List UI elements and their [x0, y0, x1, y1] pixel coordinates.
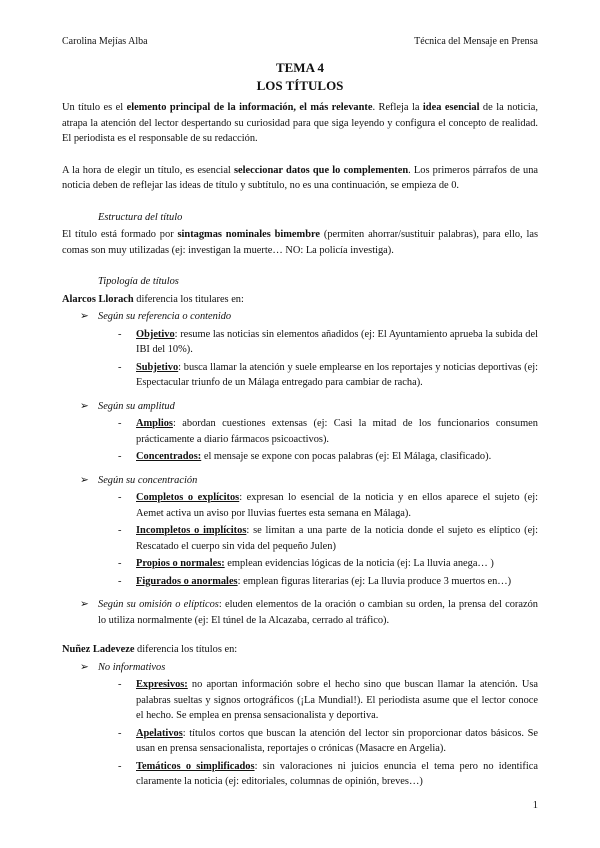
list-item: - Incompletos o implícitos: se limitan a una parte de la noticia donde el sujeto es elíptico (ej: Rescatado el cuerpo sin vida del pequeño Julen): [118, 525, 538, 552]
section-heading-estructura: Estructura del título: [98, 211, 183, 223]
list-item: - Propios o normales: emplean evidencias lógicas de la noticia (ej: La lluvia anega… ): [62, 556, 538, 572]
dash-bullet: -: [118, 558, 122, 569]
document-body: [62, 100, 538, 790]
list-item: - Expresivos: no aportan información sobre el hecho sino que buscan llamar la atención. Usa palabras sueltas y signos ortográficos (¡La Mundial!). El periodista asume que el lector conoce el hecho. Se emplea en prensa sensacionalista y deportiva.: [118, 679, 538, 721]
list-item: - Concentrados: el mensaje se expone con pocas palabras (ej: El Málaga, clasificado).: [62, 449, 538, 465]
category-referencia: ➢ Según su referencia o contenido: [62, 309, 538, 325]
category-omision: ➢ Según su omisión o elípticos: eluden elementos de la oración o cambian su orden, la prensa del corazón lo utiliza normalmente (ej: El túnel de la Alcazaba, cerrado al tráfico).: [80, 599, 538, 626]
dash-bullet: -: [118, 492, 122, 503]
arrow-bullet-icon: ➢: [80, 474, 89, 486]
section-heading-tipologia: Tipología de títulos: [98, 276, 179, 287]
dash-bullet: -: [118, 727, 122, 739]
dash-bullet: -: [118, 679, 122, 690]
header-author: Carolina Mejías Alba: [62, 36, 148, 47]
list-item: - Figurados o anormales: emplean figuras literarias (ej: La lluvia produce 3 muertos en…): [62, 574, 538, 590]
intro-paragraph-2: A la hora de elegir un título, es esencial seleccionar datos que lo complementen. Los primeros párrafos de una noticia deben de reflejar las ideas de título y subtítulo, no es una continuación, se empieza de 0.: [62, 164, 538, 191]
arrow-bullet-icon: ➢: [80, 599, 89, 610]
dash-bullet: -: [118, 361, 122, 373]
dash-bullet: -: [118, 575, 122, 587]
list-item: - Objetivo: resume las noticias sin elementos añadidos (ej: El Ayuntamiento aprueba la subida del IBI del 10%).: [118, 328, 538, 355]
list-item: - Completos o explícitos: expresan lo esencial de la noticia y en ellos aparece el sujeto (ej: Aemet activa un aviso por lluvias fuertes esta semana en Málaga).: [118, 492, 538, 519]
dash-bullet: -: [118, 525, 122, 536]
arrow-bullet-icon: ➢: [80, 311, 89, 322]
list-item: - Apelativos: títulos cortos que buscan la atención del lector sin proporcionar datos básicos. Se usan en prensa sensacionalista, reportajes o crónicas (Masacre en Argelia).: [118, 727, 538, 754]
dash-bullet: -: [118, 328, 122, 340]
list-item: - Temáticos o simplificados: sin valoraciones ni juicios enuncia el tema pero no identifica claramente la noticia (ej: editoriales, columnas de opinión, breves…): [118, 760, 539, 787]
arrow-bullet-icon: ➢: [80, 400, 89, 412]
arrow-bullet-icon: ➢: [80, 661, 89, 673]
chapter-title: LOS TÍTULOS: [256, 78, 344, 93]
nunez-intro: Nuñez Ladeveze diferencia los títulos en:: [62, 644, 238, 655]
chapter-number: TEMA 4: [275, 60, 325, 75]
category-amplitud: ➢ Según su amplitud: [62, 399, 538, 415]
estructura-paragraph: El título está formado por sintagmas nominales bimembre (permiten ahorrar/sustituir palabras), para ello, las comas son muy utilizadas (ej: investigan la muerte… NO: La policía investiga).: [62, 229, 538, 256]
page-number: 1: [532, 800, 538, 811]
dash-bullet: -: [118, 418, 122, 429]
list-item: - Amplios: abordan cuestiones extensas (ej: Casi la mitad de los funcionarios consumen prácticamente a diario fármacos psicoactivos).: [118, 418, 538, 445]
intro-paragraph-1: Un título es el elemento principal de la información, el más relevante. Refleja la idea esencial de la noticia, atrapa la atención del lector despertando su curiosidad para que siga leyendo y configura el concepto de realidad. El periodista es el responsable de su redacción.: [62, 102, 539, 144]
header-course: Técnica del Mensaje en Prensa: [414, 36, 538, 47]
list-item: - Subjetivo: busca llamar la atención y suele emplearse en los reportajes y noticias deportivas (ej: Espectacular triunfo de un Málaga entregado para cambiar de racha).: [118, 361, 538, 388]
dash-bullet: -: [118, 760, 122, 772]
alarcos-intro: Alarcos Llorach diferencia los titulares en:: [62, 293, 244, 305]
dash-bullet: -: [118, 451, 122, 462]
category-concentracion: ➢ Según su concentración: [62, 473, 538, 489]
category-no-informativos: ➢ No informativos: [62, 660, 538, 676]
